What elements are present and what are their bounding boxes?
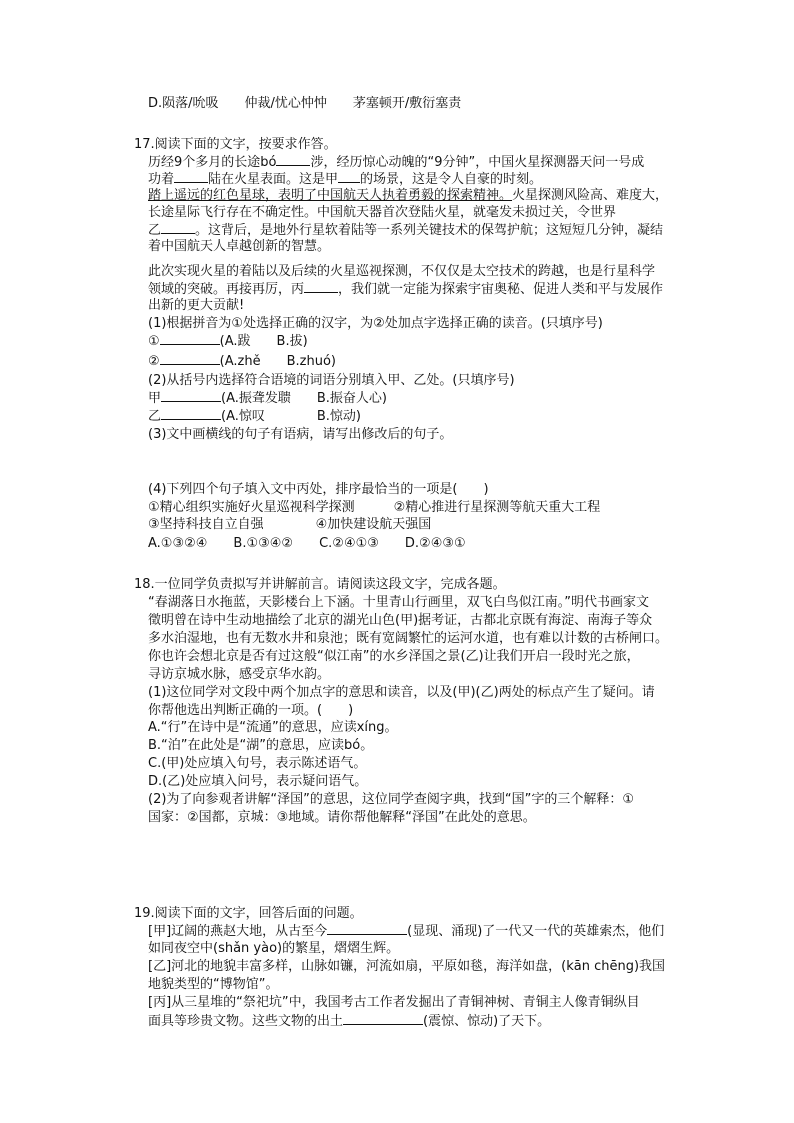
q18-passage-line: 徵明曾在诗中生动地描绘了北京的湖光山色(甲)据考证，古都北京既有海淀、南海子等众 xyxy=(148,613,653,628)
q19-title: 19.阅读下面的文字，回答后面的问题。 xyxy=(134,906,363,921)
q18-passage-line: “春湖落日水拖蓝，天影楼台上下涵。十里青山行画里，双飞白鸟似江南。”明代书画家文 xyxy=(148,595,649,610)
q17-sub4-options: A.①③②④ B.①③④② C.②④①③ D.②④③① xyxy=(148,536,466,551)
q18-option-b: B.“泊”在此处是“湖”的意思，应读bó。 xyxy=(148,738,374,753)
q17-sub2-yi: 乙 (A.惊叹 B.惊动) xyxy=(148,409,362,424)
q19-bing-line: 面具等珍贵文物。这些文物的出土 (震惊、惊动)了天下。 xyxy=(148,1014,551,1029)
q17-passage-line: 功着 陆在火星表面。这是甲 的场景，这是令人自豪的时刻。 xyxy=(148,172,543,187)
q17-passage-line: 着中国航天人卓越创新的智慧。 xyxy=(148,239,331,254)
q17-sub1-b: ② (A.zhě B.zhuó) xyxy=(148,354,336,369)
q18-passage-line: 多水泊湿地，也有无数水井和泉池；既有宽阔繁忙的运河水道，也有难以计数的古桥闸口。 xyxy=(148,631,669,646)
q17-passage-line: 长途星际飞行存在不确定性。中国航天器首次登陆火星，就毫发未损过关，令世界 xyxy=(148,205,617,220)
q17-sub3: (3)文中画横线的句子有语病，请写出修改后的句子。 xyxy=(148,427,453,442)
q17-passage-line: 踏上遥远的红色星球，表明了中国航天人执着勇毅的探索精神。火星探测风险高、难度大， xyxy=(148,188,669,203)
q18-passage-line: 你也许会想北京是否有过这般“似江南”的水乡泽国之景(乙)让我们开启一段时光之旅， xyxy=(148,649,640,664)
q19-yi-line: 地貌类型的“博物馆”。 xyxy=(148,977,279,992)
q18-sub1: 你帮他选出判断正确的一项。( ) xyxy=(148,703,354,718)
q17-passage-line: 历经9个多月的长途bó 涉，经历惊心动魄的“9分钟”，中国火星探测器天问一号成 xyxy=(148,155,645,170)
q17-title: 17.阅读下面的文字，按要求作答。 xyxy=(134,137,337,152)
q18-title: 18.一位同学负责拟写并讲解前言。请阅读这段文字，完成各题。 xyxy=(134,577,506,592)
q19-bing-line: [丙]从三星堆的“祭祀坑”中，我国考古工作者发掘出了青铜神树、青铜主人像青铜纵目 xyxy=(148,995,640,1010)
q17-sub1: (1)根据拼音为①处选择正确的汉字，为②处加点字选择正确的读音。(只填序号) xyxy=(148,316,603,331)
q17-sub2: (2)从括号内选择符合语境的词语分别填入甲、乙处。(只填序号) xyxy=(148,373,515,388)
q18-sub2: (2)为了向参观者讲解“泽国”的意思，这位同学查阅字典，找到“国”字的三个解释：① xyxy=(148,792,635,807)
q18-sub1: (1)这位同学对文段中两个加点字的意思和读音，以及(甲)(乙)两处的标点产生了疑问。请 xyxy=(148,685,655,700)
q18-option-c: C.(甲)处应填入句号，表示陈述语气。 xyxy=(148,756,367,771)
q17-sub1-a: ① (A.跋 B.拔) xyxy=(148,334,308,349)
q17-passage-line: 乙 。这背后，是地外行星软着陆等一系列关键技术的保驾护航；这短短几分钟，凝结 xyxy=(148,223,664,238)
q18-option-a: A.“行”在诗中是“流通”的意思，应读xíng。 xyxy=(148,720,398,735)
q18-sub2: 国家：②国都，京城：③地域。请你帮他解释“泽国”在此处的意思。 xyxy=(148,810,536,825)
q17-sub4-line: ①精心组织实施好火星巡视科学探测 ②精心推进行星探测等航天重大工程 xyxy=(148,500,601,515)
q17-passage-line: 领域的突破。再接再厉，丙 ，我们就一定能为探索宇宙奥秘、促进人类和平与发展作 xyxy=(148,282,664,297)
q16-option-d: D.陨落/吮吸 仲裁/忧心忡忡 茅塞顿开/敷衍塞责 xyxy=(148,96,462,111)
q17-passage-line: 此次实现火星的着陆以及后续的火星巡视探测，不仅仅是太空技术的跨越，也是行星科学 xyxy=(148,264,656,279)
q18-option-d: D.(乙)处应填入问号，表示疑问语气。 xyxy=(148,774,368,789)
q19-jia-line: 如同夜空中(shǎn yào)的繁星，熠熠生辉。 xyxy=(148,941,400,956)
q17-passage-line: 出新的更大贡献! xyxy=(148,298,245,313)
q17-sub4: (4)下列四个句子填入文中丙处，排序最恰当的一项是( ) xyxy=(148,482,489,497)
underlined-sentence: 踏上遥远的红色星球，表明了中国航天人执着勇毅的探索精神。 xyxy=(148,188,513,203)
q17-sub4-line: ③坚持科技自立自强 ④加快建设航天强国 xyxy=(148,517,432,532)
q19-yi-line: [乙]河北的地貌丰富多样，山脉如镰，河流如扇，平原如毯，海洋如盘，(kān chēng)我国 xyxy=(148,959,666,974)
q18-passage-line: 寻访京城水脉，感受京华水韵。 xyxy=(148,667,331,682)
q19-jia-line: [甲]辽阔的燕赵大地，从古至今 (显现、涌现)了一代又一代的英雄索杰，他们 xyxy=(148,924,665,939)
q17-sub2-jia: 甲 (A.振聋发聩 B.振奋人心) xyxy=(148,391,388,406)
